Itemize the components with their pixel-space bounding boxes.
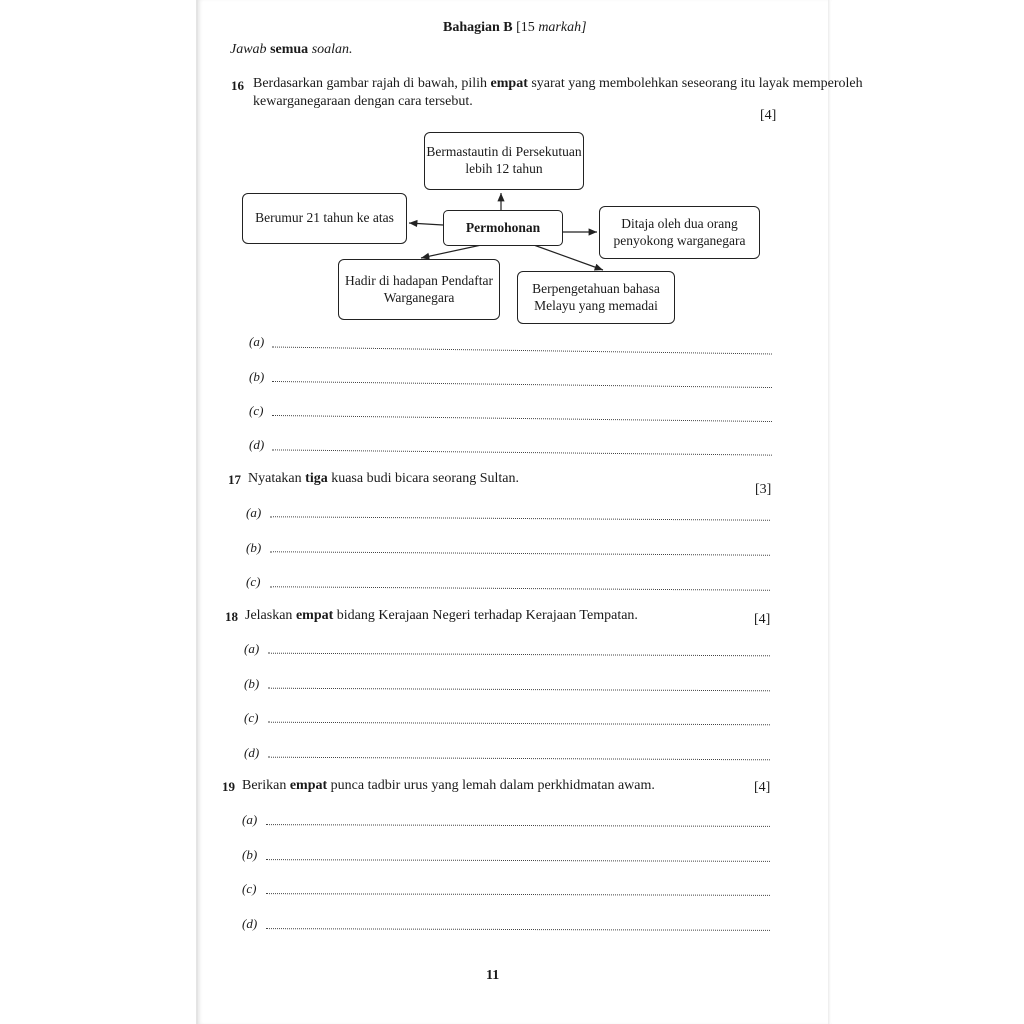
- instruction-bold: semua: [270, 42, 309, 57]
- instruction-prefix: Jawab: [230, 42, 267, 57]
- question-19-number: 19: [222, 779, 235, 794]
- q19-answer-d-label: (d): [242, 916, 258, 931]
- q18-answer-d-label: (d): [244, 745, 260, 760]
- q16-answer-d-label: (d): [249, 437, 265, 452]
- question-17-text: [248, 471, 519, 487]
- q18-text-bold: empat: [295, 608, 334, 623]
- q16-answer-c-label: (c): [249, 403, 264, 418]
- question-18-text: [245, 608, 638, 624]
- q19-marks: [4]: [754, 780, 771, 795]
- q19-text-bold: empat: [289, 778, 328, 793]
- q16-text-line2: kewarganegaraan dengan cara tersebut.: [253, 94, 473, 109]
- q19-text-before: Berikan: [242, 778, 287, 793]
- q18-marks: [4]: [754, 612, 771, 627]
- arrow-to-bottom-right: [531, 244, 603, 270]
- q18-text-before: Jelaskan: [245, 608, 293, 623]
- q19-answer-a-label: (a): [242, 812, 258, 827]
- q18-answer-c-label: (c): [244, 710, 259, 725]
- diagram-box-registrar: Hadir di hadapan Pendaftar Warganegara: [338, 259, 500, 320]
- instruction-suffix: soalan.: [311, 42, 353, 57]
- q19-answer-c-label: (c): [242, 881, 257, 896]
- q19-answer-b-label: (b): [242, 847, 258, 862]
- q16-text-bold: empat: [490, 76, 528, 91]
- diagram-box-application: Permohonan: [443, 210, 563, 246]
- q18-answer-a-label: (a): [244, 641, 260, 656]
- diagram-box-sponsors: Ditaja oleh dua orang penyokong warganegara: [599, 206, 760, 259]
- q16-answer-b-label: (b): [249, 369, 265, 384]
- q16-text-after: syarat yang membolehkan seseorang itu layak memperoleh: [531, 76, 863, 91]
- question-17-number: 17: [228, 472, 241, 487]
- q19-text-after: punca tadbir urus yang lemah dalam perkhidmatan awam.: [330, 778, 655, 793]
- question-18-number: 18: [225, 609, 238, 624]
- q17-marks: [3]: [755, 482, 772, 497]
- page-number: 11: [486, 968, 500, 983]
- q18-text-after: bidang Kerajaan Negeri terhadap Kerajaan Tempatan.: [336, 608, 638, 623]
- q16-text-before: Berdasarkan gambar rajah di bawah, pilih: [253, 76, 488, 91]
- q17-text-before: Nyatakan: [248, 471, 302, 486]
- diagram-box-residence: Bermastautin di Persekutuan lebih 12 tahun: [424, 132, 584, 190]
- question-16-number: 16: [231, 78, 244, 93]
- q17-answer-c-label: (c): [246, 574, 261, 589]
- arrow-to-left: [409, 223, 443, 225]
- q17-text-after: kuasa budi bicara seorang Sultan.: [331, 471, 519, 486]
- section-marks: [15: [516, 20, 535, 35]
- question-19-text: [242, 778, 655, 794]
- q17-text-bold: tiga: [305, 471, 328, 486]
- section-label: Bahagian B: [443, 20, 513, 35]
- q16-answer-a-label: (a): [249, 334, 265, 349]
- q16-marks: [4]: [760, 108, 777, 123]
- q17-answer-a-label: (a): [246, 505, 262, 520]
- arrow-to-bottom-left: [421, 244, 486, 258]
- q17-answer-b-label: (b): [246, 540, 262, 555]
- section-marks-word: markah]: [538, 20, 587, 35]
- q18-answer-b-label: (b): [244, 676, 260, 691]
- diagram-box-age: Berumur 21 tahun ke atas: [242, 193, 407, 244]
- diagram-box-malay-language: Berpengetahuan bahasa Melayu yang memadai: [517, 271, 675, 324]
